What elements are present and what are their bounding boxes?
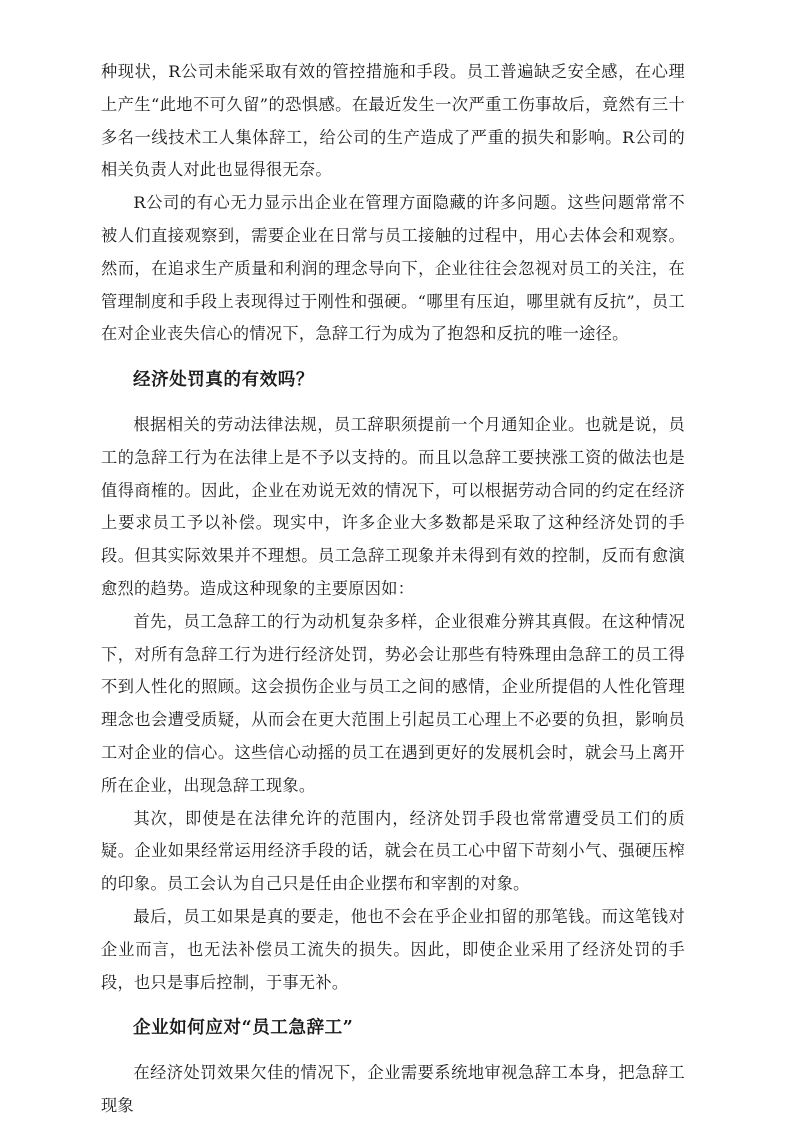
section-heading: 企业如何应对“员工急辞工” bbox=[133, 1018, 354, 1039]
section-heading: 经济处罚真的有效吗？ bbox=[133, 370, 314, 391]
paragraph: 种现状，R公司未能采取有效的管控措施和手段。员工普遍缺乏安全感，在心理上产生“此地不可久留”的恐惧感。在最近发生一次严重工伤事故后，竟然有三十多名一线技术工人集体辞工，给公司的生产造成了严重的损失和影响。R公司的相关负责人对此也显得很无奈。 bbox=[101, 62, 685, 180]
paragraph: 在经济处罚效果欠佳的情况下，企业需要系统地审视急辞工本身，把急辞工现象 bbox=[101, 1063, 685, 1115]
paragraph: 最后，员工如果是真的要走，他也不会在乎企业扣留的那笔钱。而这笔钱对企业而言，也无法补偿员工流失的损失。因此，即使企业采用了经济处罚的手段，也只是事后控制，于事无补。 bbox=[101, 906, 685, 992]
paragraph: 其次，即使是在法律允许的范围内，经济处罚手段也常常遭受员工们的质疑。企业如果经常运用经济手段的话，就会在员工心中留下苛刻小气、强硬压榨的印象。员工会认为自己只是任由企业摆布和宰割的对象。 bbox=[101, 808, 685, 894]
paragraph: 首先，员工急辞工的行为动机复杂多样，企业很难分辨其真假。在这种情况下，对所有急辞工行为进行经济处罚，势必会让那些有特殊理由急辞工的员工得不到人性化的照顾。这会损伤企业与员工之间的感情，企业所提倡的人性化管理理念也会遭受质疑，从而会在更大范围上引起员工心理上不必要的负担，影响员工对企业的信心。这些信心动摇的员工在遇到更好的发展机会时，就会马上离开所在企业，出现急辞工现象。 bbox=[101, 611, 685, 795]
paragraph: 根据相关的劳动法律法规，员工辞职须提前一个月通知企业。也就是说，员工的急辞工行为在法律上是不予以支持的。而且以急辞工要挟涨工资的做法也是值得商榷的。因此，企业在劝说无效的情况下，可以根据劳动合同的约定在经济上要求员工予以补偿。现实中，许多企业大多数都是采取了这种经济处罚的手段。但其实际效果并不理想。员工急辞工现象并未得到有效的控制，反而有愈演愈烈的趋势。造成这种现象的主要原因如： bbox=[101, 414, 685, 598]
paragraph: R公司的有心无力显示出企业在管理方面隐藏的许多问题。这些问题常常不被人们直接观察到，需要企业在日常与员工接触的过程中，用心去体会和观察。然而，在追求生产质量和利润的理念导向下，企业往往会忽视对员工的关注，在管理制度和手段上表现得过于刚性和强硬。“哪里有压迫，哪里就有反抗”，员工在对企业丧失信心的情况下，急辞工行为成为了抱怨和反抗的唯一途径。 bbox=[101, 193, 685, 344]
document-body bbox=[101, 56, 685, 1123]
